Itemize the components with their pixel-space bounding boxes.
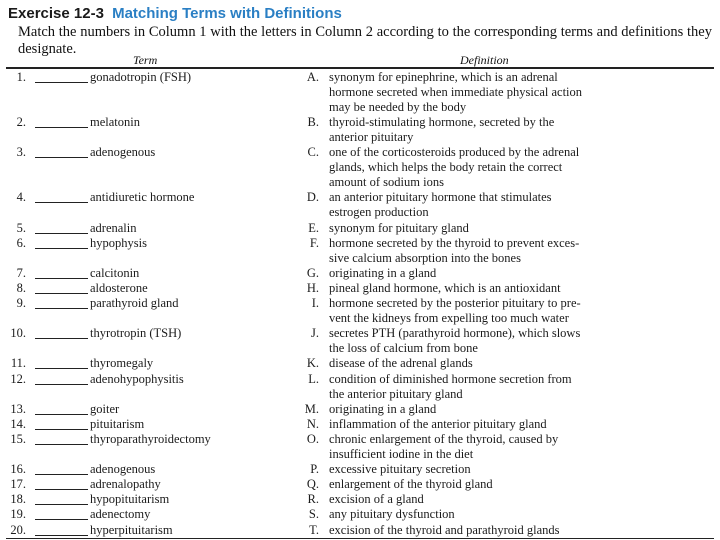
table-row [0, 296, 720, 311]
answer-blank[interactable] [35, 293, 88, 294]
definition-letter: P. [310, 462, 319, 477]
column-headers [0, 53, 720, 67]
table-row [0, 190, 720, 205]
term-number: 3. [16, 145, 26, 159]
table-row [0, 70, 720, 85]
term-text: hypophysis [90, 235, 147, 250]
term-text: thyroparathyroidectomy [90, 431, 211, 446]
table-row-continuation [0, 387, 720, 402]
table-row [0, 145, 720, 160]
definition-letter: C. [307, 145, 319, 159]
table-row-continuation [0, 175, 720, 190]
exercise-instructions: Match the numbers in Column 1 with the letters in Column 2 according to the corresponding terms and definitions they designate. [18, 24, 712, 57]
definition-text: thyroid-stimulating hormone, secreted by the [329, 114, 555, 129]
definition-letter: K. [306, 356, 319, 371]
definition-text: insufficient iodine in the diet [329, 447, 474, 461]
term-number: 10. [10, 326, 26, 341]
answer-blank[interactable] [35, 157, 88, 158]
definition-text: amount of sodium ions [329, 175, 444, 190]
term-number: 19. [10, 507, 26, 522]
term-number: 13. [10, 401, 26, 416]
definition-text: excessive pituitary secretion [329, 462, 471, 477]
term-text: pituitarism [90, 416, 145, 431]
definition-letter: H. [306, 280, 319, 295]
definition-text: hormone secreted by the thyroid to prevent exces- [329, 235, 580, 250]
term-text: adenohypophysitis [90, 371, 184, 386]
exercise-title [8, 5, 712, 23]
answer-blank[interactable] [35, 82, 88, 83]
table-row [0, 402, 720, 417]
table-row-continuation [0, 341, 720, 356]
definition-text: synonym for epinephrine, which is an adrenal [329, 69, 558, 84]
definition-text: hormone secreted by the posterior pituitary to pre- [329, 296, 581, 310]
definition-letter: E. [308, 220, 319, 235]
table-row [0, 356, 720, 371]
definition-letter: J. [311, 326, 319, 341]
answer-blank[interactable] [35, 414, 88, 415]
table-row [0, 492, 720, 507]
term-text: gonadotropin (FSH) [90, 69, 192, 84]
definition-letter: B. [307, 114, 319, 129]
term-number: 6. [16, 235, 26, 250]
definition-text: excision of the thyroid and parathyroid glands [329, 522, 560, 537]
table-row [0, 372, 720, 387]
definition-text: anterior pituitary [329, 129, 414, 144]
table-row [0, 477, 720, 492]
table-row [0, 221, 720, 236]
table-row-continuation [0, 251, 720, 266]
definition-letter: R. [307, 492, 319, 507]
term-text: adenogenous [90, 145, 156, 159]
answer-blank[interactable] [35, 368, 88, 369]
table-row [0, 281, 720, 296]
answer-blank[interactable] [35, 127, 88, 128]
table-row-continuation [0, 100, 720, 115]
answer-blank[interactable] [35, 233, 88, 234]
term-number: 4. [16, 190, 26, 205]
definition-column-header: Definition [460, 53, 509, 67]
definition-text: secretes PTH (parathyroid hormone), which slows [329, 326, 581, 341]
table-row-continuation [0, 85, 720, 100]
definition-text: the loss of calcium from bone [329, 341, 478, 356]
term-number: 20. [10, 522, 26, 537]
term-text: adrenalin [90, 220, 137, 235]
term-text: adrenalopathy [90, 477, 161, 492]
definition-text: vent the kidneys from expelling too much water [329, 311, 569, 326]
definition-text: hormone secreted when immediate physical action [329, 84, 583, 99]
table-row [0, 236, 720, 251]
table-row [0, 523, 720, 538]
definition-text: glands, which helps the body retain the correct [329, 160, 563, 175]
definition-text: originating in a gland [329, 265, 437, 280]
table-row [0, 417, 720, 432]
term-number: 16. [10, 462, 26, 477]
definition-letter: T. [309, 522, 319, 537]
answer-blank[interactable] [35, 504, 88, 505]
definition-letter: M. [304, 401, 319, 416]
term-number: 2. [16, 114, 26, 129]
term-column-header: Term [133, 53, 158, 67]
answer-blank[interactable] [35, 308, 88, 309]
definition-text: estrogen production [329, 205, 429, 220]
definition-text: enlargement of the thyroid gland [329, 477, 493, 492]
table-row-continuation [0, 160, 720, 175]
term-number: 5. [16, 220, 26, 235]
definition-text: condition of diminished hormone secretion from [329, 371, 572, 386]
term-number: 12. [10, 371, 26, 386]
answer-blank[interactable] [35, 489, 88, 490]
term-text: hypopituitarism [90, 492, 170, 507]
term-number: 1. [16, 69, 26, 84]
exercise-number: Exercise 12-3 [8, 5, 104, 22]
term-number: 18. [10, 492, 26, 507]
answer-blank[interactable] [35, 535, 88, 536]
answer-blank[interactable] [35, 278, 88, 279]
definition-text: synonym for pituitary gland [329, 220, 469, 235]
definition-letter: Q. [306, 477, 319, 492]
table-row [0, 462, 720, 477]
term-text: melatonin [90, 114, 140, 129]
definition-text: pineal gland hormone, which is an antioxidant [329, 280, 561, 295]
term-text: antidiuretic hormone [90, 190, 195, 205]
answer-blank[interactable] [35, 474, 88, 475]
table-row [0, 326, 720, 341]
term-number: 14. [10, 416, 26, 431]
term-number: 17. [10, 477, 26, 492]
definition-text: excision of a gland [329, 492, 424, 507]
table-row [0, 507, 720, 522]
definition-letter: F. [309, 235, 319, 250]
definition-letter: I. [311, 296, 319, 310]
term-text: adenogenous [90, 462, 156, 477]
definition-text: an anterior pituitary hormone that stimulates [329, 190, 552, 205]
definition-letter: A. [306, 69, 319, 84]
term-text: calcitonin [90, 265, 140, 280]
answer-blank[interactable] [35, 248, 88, 249]
table-row [0, 266, 720, 281]
definition-letter: N. [306, 416, 319, 431]
term-number: 11. [10, 356, 26, 371]
definition-text: any pituitary dysfunction [329, 507, 455, 522]
bottom-rule [6, 538, 714, 539]
table-row-continuation [0, 205, 720, 220]
table-row-continuation [0, 311, 720, 326]
term-text: adenectomy [90, 507, 151, 522]
term-number: 7. [16, 265, 26, 280]
answer-blank[interactable] [35, 384, 88, 385]
term-number: 9. [16, 296, 26, 310]
table-row [0, 432, 720, 447]
definition-text: one of the corticosteroids produced by the adrenal [329, 145, 580, 159]
term-text: goiter [90, 401, 120, 416]
table-row [0, 115, 720, 130]
definition-letter: S. [308, 507, 319, 522]
definition-text: the anterior pituitary gland [329, 386, 463, 401]
term-text: aldosterone [90, 280, 148, 295]
term-number: 15. [10, 431, 26, 446]
definition-text: originating in a gland [329, 401, 437, 416]
answer-blank[interactable] [35, 338, 88, 339]
term-text: thyromegaly [90, 356, 154, 371]
term-text: hyperpituitarism [90, 522, 173, 537]
header-rule [6, 67, 714, 69]
definition-letter: L. [308, 371, 319, 386]
term-text: parathyroid gland [90, 296, 179, 310]
answer-blank[interactable] [35, 202, 88, 203]
answer-blank[interactable] [35, 429, 88, 430]
answer-blank[interactable] [35, 519, 88, 520]
exercise-header [8, 5, 712, 58]
definition-letter: G. [306, 265, 319, 280]
table-row-continuation [0, 447, 720, 462]
answer-blank[interactable] [35, 444, 88, 445]
definition-text: chronic enlargement of the thyroid, caused by [329, 431, 559, 446]
term-number: 8. [16, 280, 26, 295]
definition-text: disease of the adrenal glands [329, 356, 473, 371]
definition-text: sive calcium absorption into the bones [329, 250, 521, 265]
exercise-name: Matching Terms with Definitions [112, 5, 342, 22]
definition-letter: D. [306, 190, 319, 205]
definition-text: inflammation of the anterior pituitary gland [329, 416, 547, 431]
definition-letter: O. [306, 431, 319, 446]
term-text: thyrotropin (TSH) [90, 326, 182, 341]
table-row-continuation [0, 130, 720, 145]
definition-text: may be needed by the body [329, 99, 467, 114]
